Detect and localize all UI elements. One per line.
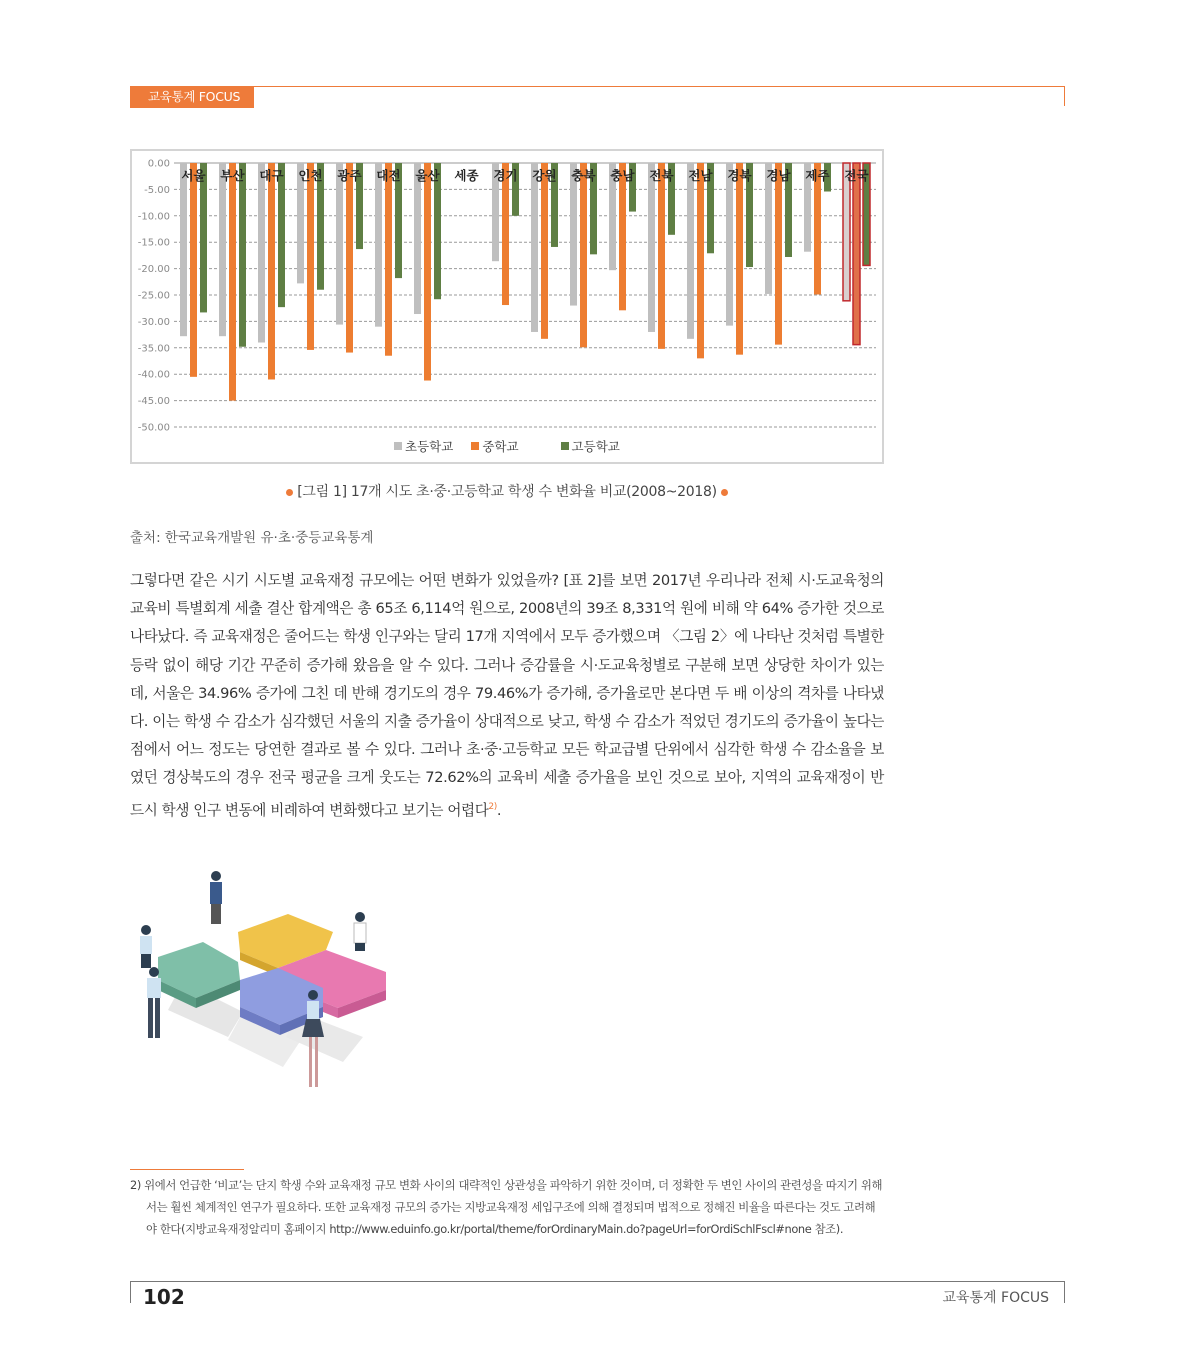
bar-3-1 (307, 163, 314, 350)
bar-11-1 (619, 163, 626, 310)
category-label: 전국 (844, 168, 869, 183)
bar-17-0 (843, 163, 850, 301)
bar-4-0 (336, 163, 343, 325)
page-number: 102 (143, 1285, 185, 1309)
caption-bullet-left (286, 489, 293, 496)
chart-legend (394, 437, 620, 455)
figure-caption (130, 481, 884, 501)
bar-6-2 (434, 163, 441, 299)
legend-item-high (561, 437, 620, 455)
category-label: 충남 (610, 168, 635, 183)
y-tick-label: -5.00 (144, 184, 170, 196)
category-label: 경북 (727, 168, 752, 183)
section-tag: 교육통계 FOCUS (130, 86, 254, 108)
footnote-ref[interactable]: 2) (488, 801, 497, 812)
bar-0-0 (180, 163, 187, 336)
bar-15-1 (775, 163, 782, 345)
category-label: 대전 (376, 168, 401, 183)
bar-9-1 (541, 163, 548, 339)
body-end: . (496, 801, 502, 819)
legend-swatch-high (561, 442, 569, 450)
category-label: 광주 (337, 168, 362, 183)
category-label: 서울 (181, 168, 206, 183)
category-label: 제주 (805, 168, 830, 183)
bar-1-2 (239, 163, 246, 347)
category-label: 강원 (532, 168, 557, 183)
body-paragraph (130, 567, 884, 825)
legend-item-middle (471, 437, 518, 455)
bar-0-2 (200, 163, 207, 312)
category-label: 전북 (649, 168, 674, 183)
bar-4-1 (346, 163, 353, 353)
footer-rule-tick-right (1064, 1281, 1065, 1303)
figure-source: 출처: 한국교육개발원 유·초·중등교육통계 (130, 530, 374, 546)
bar-5-0 (375, 163, 382, 327)
caption-text: [그림 1] 17개 시도 초·중·고등학교 학생 수 변화율 비교(2008~2018) (297, 484, 717, 500)
header-rule (254, 86, 1065, 87)
bar-5-1 (385, 163, 392, 356)
category-label: 세종 (454, 168, 479, 183)
bar-12-1 (658, 163, 665, 349)
y-tick-label: -40.00 (137, 369, 170, 381)
bar-14-0 (726, 163, 733, 326)
bar-8-1 (502, 163, 509, 305)
y-tick-label: 0.00 (147, 158, 170, 170)
bar-2-1 (268, 163, 275, 379)
y-tick-label: -35.00 (137, 343, 170, 355)
bar-1-1 (229, 163, 236, 401)
body-text: 그렇다면 같은 시기 시도별 교육재정 규모에는 어떤 변화가 있었을까? [표 2]를 보면 2017년 우리나라 전체 시·도교육청의 교육비 특별회계 세출 결산 합계액은 총 65조 6,114억 원으로, 2008년의 39조 8,331억 원에 비해 약 64% 증가한 것으로 나타났다. 즉 교육재정은 줄어드는 학생 인구와는 달리 17개 지역에서 모두 증가했으며 〈그림 2〉에 나타난 것처럼 특별한 등락 없이 해당 기간 꾸준히 증가해 왔음을 알 수 있다. 그러나 증감률을 시·도교육청별로 구분해 보면 상당한 차이가 있는데, 서울은 34.96% 증가에 그친 데 반해 경기도의 경우 79.46%가 증가해, 증가율로만 본다면 두 배 이상의 격차를 나타냈다. 이는 학생 수 감소가 심각했던 서울의 지출 증가율이 상대적으로 낮고, 학생 수 감소가 적었던 경기도의 증가율이 높다는 점에서 어느 정도는 당연한 결과로 볼 수 있다. 그러나 초·중·고등학교 모든 학교급별 단위에서 심각한 학생 수 감소율을 보였던 경상북도의 경우 전국 평균을 크게 웃도는 72.62%의 교육비 세출 증가율을 보인 것으로 보아, 지역의 교육재정이 반드시 학생 인구 변동에 비례하여 변화했다고 보기는 어렵다 (130, 572, 884, 819)
bar-chart (132, 151, 882, 462)
bar-17-1 (853, 163, 860, 345)
legend-swatch-elementary (394, 442, 402, 450)
category-label: 울산 (415, 168, 440, 183)
y-tick-label: -10.00 (137, 211, 170, 223)
category-label: 전남 (688, 168, 713, 183)
bar-10-1 (580, 163, 587, 347)
header-rule-tick (1064, 86, 1065, 106)
bar-13-0 (687, 163, 694, 339)
bar-6-0 (414, 163, 421, 314)
legend-label-middle: 중학교 (482, 439, 519, 454)
caption-bullet-right (721, 489, 728, 496)
bar-2-2 (278, 163, 285, 307)
footer-title: 교육통계 FOCUS (942, 1290, 1049, 1306)
y-tick-label: -20.00 (137, 264, 170, 276)
footnote: 2) 위에서 언급한 ‘비교’는 단지 학생 수와 교육재정 규모 변화 사이의 대략적인 상관성을 파악하기 위한 것이며, 더 정확한 두 변인 사이의 관련성을 따지기 위해서는 훨씬 체계적인 연구가 필요하다. 또한 교육재정 규모의 증가는 지방교육재정 세입구조에 의해 결정되며 법적으로 정해진 비율을 따른다는 것도 고려해야 한다(지방교육재정알리미 홈페이지 http://www.eduinfo.go.kr/portal/theme/forOrdinaryMain.do?pageUrl=forOrdiSchlFscl#none 참조). (130, 1178, 883, 1236)
legend-label-elementary: 초등학교 (405, 439, 454, 454)
category-label: 대구 (259, 168, 284, 183)
footer-rule (130, 1281, 1065, 1282)
y-tick-label: -45.00 (137, 396, 170, 408)
category-label: 경기 (493, 168, 518, 183)
category-label: 부산 (220, 168, 245, 183)
y-tick-label: -15.00 (137, 237, 170, 249)
bar-6-1 (424, 163, 431, 381)
category-label: 인천 (298, 168, 323, 183)
bar-14-1 (736, 163, 743, 355)
bar-9-0 (531, 163, 538, 332)
bar-10-0 (570, 163, 577, 306)
chart-container (130, 149, 884, 464)
y-tick-label: -30.00 (137, 316, 170, 328)
category-label: 경남 (766, 168, 791, 183)
y-tick-label: -25.00 (137, 290, 170, 302)
bar-12-0 (648, 163, 655, 332)
y-tick-label: -50.00 (137, 422, 170, 434)
category-label: 충북 (571, 168, 596, 183)
legend-item-elementary (394, 437, 453, 455)
footer-rule-tick-left (130, 1281, 131, 1303)
legend-label-high: 고등학교 (571, 439, 620, 454)
footnote-rule (130, 1169, 244, 1170)
bar-0-1 (190, 163, 197, 377)
bar-1-0 (219, 163, 226, 336)
puzzle-teamwork-illustration (128, 862, 398, 1097)
bar-2-0 (258, 163, 265, 343)
legend-swatch-middle (471, 442, 479, 450)
bar-13-1 (697, 163, 704, 358)
